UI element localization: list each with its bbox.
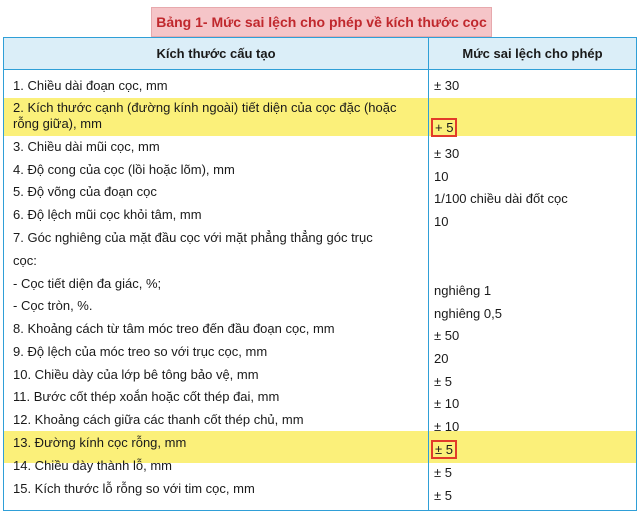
row-value-marked (434, 120, 457, 136)
row-label: - Cọc tròn, %. (13, 298, 93, 313)
row-value-marked (434, 442, 457, 458)
row-value: ± 5 (434, 374, 452, 389)
row-label: 4. Độ cong của cọc (lồi hoặc lõm), mm (13, 162, 235, 177)
table-header (4, 38, 636, 70)
row-value: 1/100 chiều dài đốt cọc (434, 191, 568, 206)
row-value: ± 50 (434, 328, 460, 343)
row-value: 20 (434, 351, 449, 366)
row-label: 5. Độ võng của đoạn cọc (13, 184, 157, 199)
row-label: 12. Khoảng cách giữa các thanh cốt thép chủ, mm (13, 412, 304, 427)
header-tolerance: Mức sai lệch cho phép (462, 46, 603, 61)
row-label: 10. Chiều dày của lớp bê tông bảo vệ, mm (13, 367, 259, 382)
row-value: ± 5 (434, 465, 452, 480)
row-value: 10 (434, 169, 449, 184)
row-label: 11. Bước cốt thép xoắn hoặc cốt thép đai, mm (13, 389, 280, 404)
row-label: - Cọc tiết diện đa giác, %; (13, 276, 162, 291)
row-label: 8. Khoảng cách từ tâm móc treo đến đầu đoạn cọc, mm (13, 321, 335, 336)
row-value: nghiêng 1 (434, 283, 492, 298)
row-label: 2. Kích thước cạnh (đường kính ngoài) tiết diện của cọc đặc (hoặc rỗng giữa), mm (13, 100, 397, 131)
row-label: 13. Đường kính cọc rỗng, mm (13, 435, 187, 450)
row-label: 15. Kích thước lỗ rỗng so với tim cọc, mm (13, 481, 255, 496)
row-label: 9. Độ lệch của móc treo so với trục cọc, mm (13, 344, 268, 359)
row-value: ± 30 (434, 146, 460, 161)
row-value: ± 10 (434, 419, 460, 434)
row-value: ± 30 (434, 78, 460, 93)
row-value: 10 (434, 214, 449, 229)
row-value: ± 10 (434, 396, 460, 411)
header-dimension: Kích thước cấu tạo (156, 46, 276, 61)
row-value: ± 5 (434, 488, 452, 503)
tolerance-table (3, 37, 637, 511)
row-label: 1. Chiều dài đoạn cọc, mm (13, 78, 168, 93)
table-title: Bảng 1- Mức sai lệch cho phép về kích thước cọc (151, 7, 492, 37)
row-value: ± 5 (431, 440, 457, 459)
row-label: 3. Chiều dài mũi cọc, mm (13, 139, 160, 154)
row-value: + 5 (431, 118, 457, 137)
row-value: nghiêng 0,5 (434, 306, 502, 321)
column-divider (428, 38, 429, 510)
row-label: 14. Chiều dày thành lỗ, mm (13, 458, 172, 473)
row-label: 7. Góc nghiêng của mặt đầu cọc với mặt phẳng thẳng góc trục (13, 230, 373, 245)
row-label: 6. Độ lệch mũi cọc khỏi tâm, mm (13, 207, 202, 222)
row-label: cọc: (13, 253, 37, 268)
